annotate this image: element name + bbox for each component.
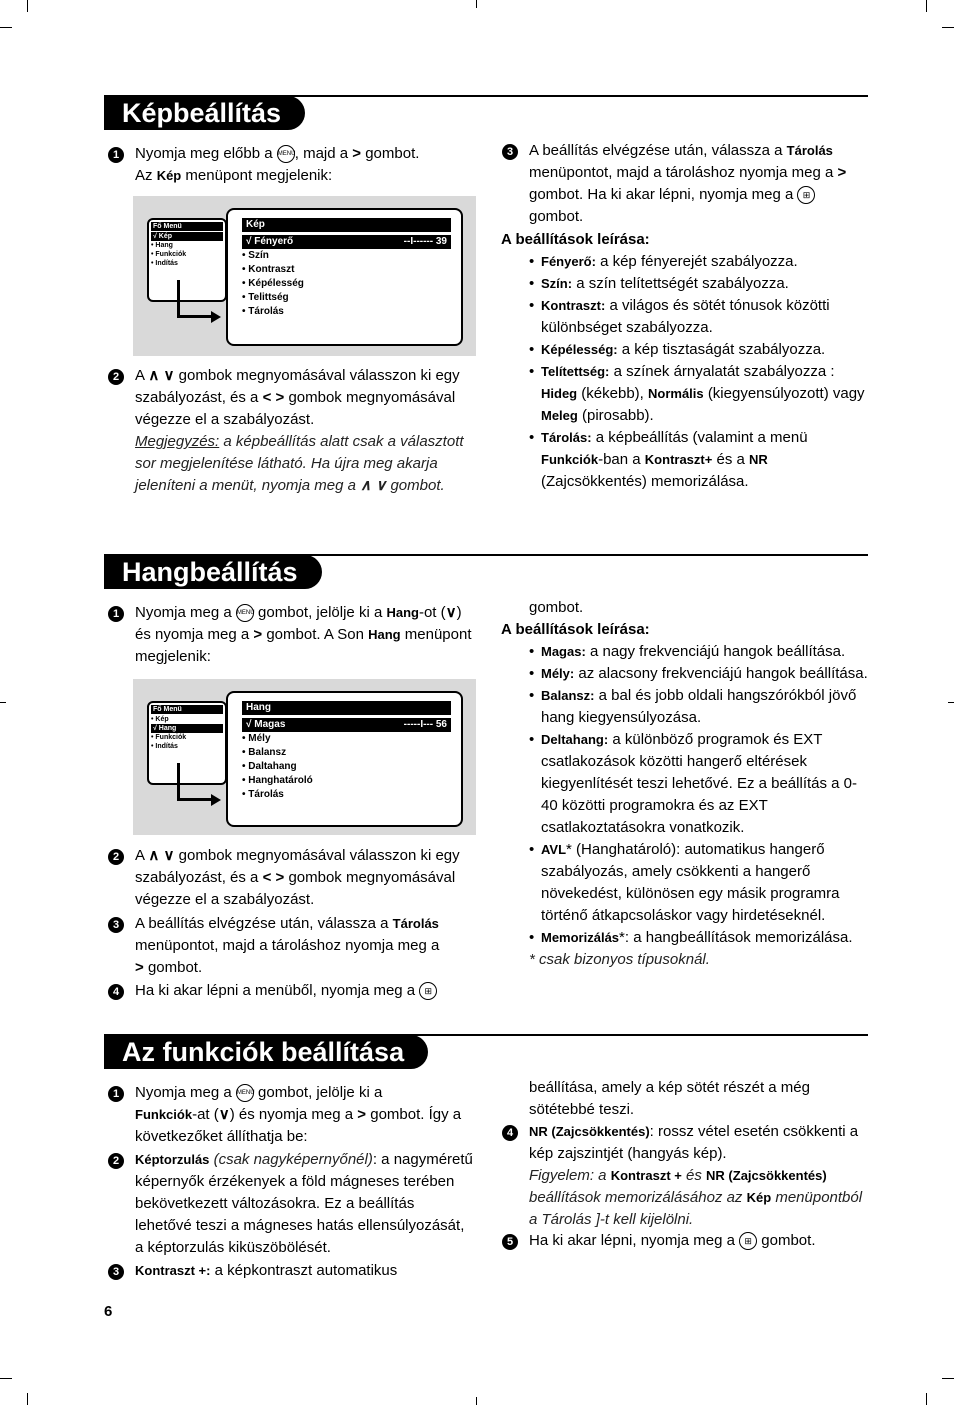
sec2-step1: Nyomja meg a MENU gombot, jelölje ki a Hang-ot (∨) és nyomja meg a > gombot. A Son Hang menüpont megjelenik: [135,604,472,665]
sub-menu-selected: √ Magas -----I--- 56 [242,718,451,732]
main-menu-item: • Funkciók [151,734,187,741]
sec2-step4-continued: gombot. [529,599,584,616]
desc-header: A beállítások leírása: [501,621,650,638]
sub-menu-selected: √ Fényerő --I------ 39 [242,235,451,249]
arrow-connector [177,798,213,801]
sub-menu-title: Hang [242,701,451,715]
up-down-arrows-icon: ∧ ∨ [148,847,175,864]
crop-mark [476,0,477,8]
step-number: 5 [502,1234,518,1250]
sub-menu-item: • Mély [242,733,271,744]
sec3-step4: NR (Zajcsökkentés): rossz vétel esetén csökkenti a kép zajszintjét (hangyás kép). Figyelem: a Kontraszt + és NR (Zajcsökkentés) beállítások memorizálásához az Kép menüpontból a Tárolás ]-t kell kijelölni. [529,1123,863,1228]
step-number: 1 [108,147,124,163]
menu-illustration [133,196,476,356]
list-item: • Telítettség: a színek árnyalatát szabályozza : Hideg (kékebb), Normális (kiegyensúlyozott) vagy Meleg (pirosabb). [529,361,869,427]
right-arrow-icon: > [352,145,362,162]
crop-mark [27,1393,28,1405]
sub-menu-item: • Daltahang [242,761,297,772]
list-item: • AVL* (Hanghatároló): automatikus hangerő szabályozás, amely csökkenti a hangerő növekedést, különösen egy másik programra történő átkapcsoláskor vagy hirdetéseknél. [529,839,869,927]
down-arrow-icon: ∨ [445,604,457,621]
sec1-step1: Nyomja meg előbb a MENU, majd a > gombot. Az Kép menüpont megjelenik: [135,145,420,184]
sub-menu-item: • Tárolás [242,306,284,317]
tv-button-icon: ⊞ [419,982,437,1000]
arrow-head-icon [211,794,221,806]
list-item: • Magas: a nagy frekvenciájú hangok beállítása. [529,641,869,663]
crop-mark [0,702,6,703]
sec2-step2: A ∧ ∨ gombok megnyomásával válasszon ki egy szabályozást, és a < > gombok megnyomásával végezze el a szabályozást. [135,847,460,908]
list-item: • Képélesség: a kép tisztaságát szabályozza. [529,339,869,361]
crop-mark [476,1397,477,1405]
list-item: • Balansz: a bal és jobb oldali hangszórókból jövő hang kiegyensúlyozása. [529,685,869,729]
arrow-connector [177,315,213,318]
up-down-arrows-icon: ∧ ∨ [360,477,387,494]
step-number: 3 [108,917,124,933]
main-menu-title: Fő Menü [151,705,223,714]
list-item: • Fényerő: a kép fényerejét szabályozza. [529,251,869,273]
main-menu-item: √ Hang [151,724,223,733]
down-arrow-icon: ∨ [218,1106,230,1123]
page-number: 6 [104,1303,113,1320]
main-menu-item: • Indítás [151,260,178,267]
sec3-step1: Nyomja meg a MENU gombot, jelölje ki a Funkciók-at (∨) és nyomja meg a > gombot. Így a következőket állíthatja be: [135,1084,462,1145]
sec1-step2: A ∧ ∨ gombok megnyomásával válasszon ki egy szabályozást, és a < > gombok megnyomásával végezze el a szabályozást. Megjegyzés: a képbeállítás alatt csak a választott sor megjelenítése látható. Ha újra meg akarja jeleníteni a menüt, nyomja meg a ∧ ∨ gombot. [135,367,464,494]
footnote: * csak bizonyos típusoknál. [529,951,710,968]
right-arrow-icon: > [837,164,847,181]
step-number: 4 [108,984,124,1000]
tv-button-icon: ⊞ [797,186,815,204]
main-menu-item: √ Kép [151,232,223,241]
step-number: 4 [502,1125,518,1141]
right-arrow-icon: > [135,959,144,976]
list-item: • Mély: az alacsony frekvenciájú hangok beállítása. [529,663,869,685]
step-number: 2 [108,1153,124,1169]
menu-button-icon: MENU [236,604,254,622]
crop-mark [942,1378,954,1379]
section-title-hangbeallitas: Hangbeállítás [104,555,322,589]
left-right-arrows-icon: < > [262,869,285,886]
list-item: • Deltahang: a különböző programok és EXT csatlakozások közötti hangerő eltérések kiegyenlítését teszi lehetővé. Ez a beállítás a 0-40 közötti programokra és az EXT csatlakoztatásokra vonatkozik. [529,729,869,839]
crop-mark [0,27,12,28]
sub-menu-item: • Képélesség [242,278,304,289]
sec1-step3: A beállítás elvégzése után, válassza a Tárolás menüpontot, majd a tároláshoz nyomja meg a > gombot. Ha ki akar lépni, nyomja meg a ⊞ gombot. [529,142,847,225]
sec1-descriptions [501,229,869,493]
step-number: 2 [108,369,124,385]
sub-menu-box [226,208,463,346]
crop-mark [942,27,954,28]
sub-menu-item: • Hanghatároló [242,775,313,786]
sec3-step5: Ha ki akar lépni, nyomja meg a ⊞ gombot. [529,1232,816,1249]
up-down-arrows-icon: ∧ ∨ [148,367,175,384]
main-menu-box [147,218,227,302]
sec2-step4: Ha ki akar lépni a menüből, nyomja meg a ⊞ [135,980,475,1002]
section-title-funkciok: Az funkciók beállítása [104,1035,428,1069]
sub-menu-item: • Kontraszt [242,264,295,275]
sub-menu-item: • Szín [242,250,269,261]
step-number: 3 [108,1264,124,1280]
main-menu-title: Fő Menü [151,222,223,231]
step-number: 2 [108,849,124,865]
main-menu-item: • Indítás [151,743,178,750]
main-menu-item: • Hang [151,242,173,249]
sec3-step2: Képtorzulás (csak nagyképernyőnél): a nagyméretű képernyők érzékenyek a föld mágneses terében bekövetkezett változásokra. Ez a beállítás lehetővé teszi a mágneses hatás ellensúlyozását, a képtorzulás kiküszöbölését. [135,1151,473,1256]
sub-menu-box [226,691,463,827]
crop-mark [0,1378,12,1379]
crop-mark [926,0,927,12]
left-right-arrows-icon: < > [262,389,285,406]
list-item: • Memorizálás*: a hangbeállítások memorizálása. [529,927,869,949]
arrow-connector [177,280,180,318]
menu-illustration [133,679,476,835]
crop-mark [926,1393,927,1405]
arrow-connector [177,763,180,801]
sub-menu-item: • Balansz [242,747,287,758]
arrow-head-icon [211,311,221,323]
sub-menu-item: • Telittség [242,292,289,303]
sec2-step3: A beállítás elvégzése után, válassza a Tárolás menüpontot, majd a tároláshoz nyomja meg a > gombot. [135,915,440,976]
step-number: 3 [502,144,518,160]
main-menu-item: • Kép [151,716,169,723]
list-item: • Tárolás: a képbeállítás (valamint a menü Funkciók-ban a Kontraszt+ és a NR (Zajcsökkentés) memorizálása. [529,427,869,493]
right-arrow-icon: > [357,1106,367,1123]
crop-mark [27,0,28,12]
sub-menu-item: • Tárolás [242,789,284,800]
desc-header: A beállítások leírása: [501,231,650,248]
sec2-descriptions [501,619,869,971]
right-arrow-icon: > [253,626,263,643]
sec3-step3: Kontraszt +: a képkontraszt automatikus [135,1262,398,1279]
section-title-kepbeallitas: Képbeállítás [104,96,305,130]
list-item: • Kontraszt: a világos és sötét tónusok közötti különbséget szabályozza. [529,295,869,339]
menu-button-icon: MENU [277,145,295,163]
crop-mark [948,702,954,703]
sec3-step3-continued: beállítása, amely a kép sötét részét a még sötétebbé teszi. [529,1079,810,1118]
list-item: • Szín: a szín telítettségét szabályozza. [529,273,869,295]
main-menu-box [147,701,227,785]
step-number: 1 [108,606,124,622]
menu-button-icon: MENU [236,1084,254,1102]
tv-button-icon: ⊞ [739,1232,757,1250]
step-number: 1 [108,1086,124,1102]
sub-menu-title: Kép [242,218,451,232]
main-menu-item: • Funkciók [151,251,187,258]
